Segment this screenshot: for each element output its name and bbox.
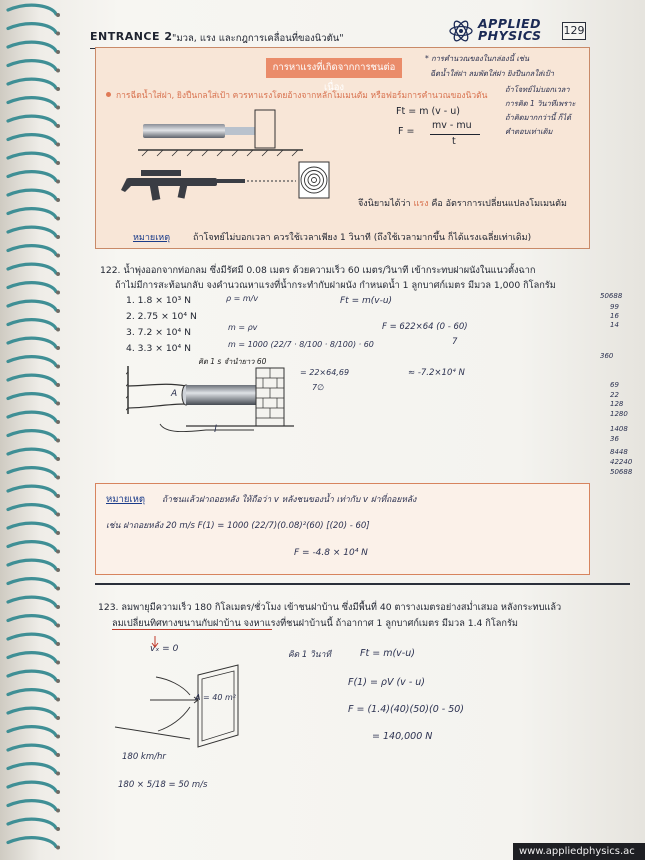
q122-hw-density: ρ = m/v [226,294,259,303]
binding-ring [8,764,56,773]
q123-hw-impulse: Ft = m(v-u) [360,648,415,659]
side-calc-line: 69 [610,381,619,389]
q122-choice-3[interactable]: 3. 7.2 × 10⁴ N [126,327,192,338]
binding-ring [8,468,56,477]
q122-hw-mass-sub: m = 1000 (22/7 · 8/100 · 8/100) · 60 [228,340,374,349]
binding-ring [8,135,56,144]
q123-hw-vx: vₓ = 0 [150,644,179,654]
side-calc-line: 42240 [610,458,633,466]
binding-hole [56,291,60,295]
remark-hw-line-1: ถ้าชนแล้วฝาถอยหลัง ให้ถือว่า v หลังชนของน้ำ เท่ากับ v ฝาที่ถอยหลัง [162,495,417,505]
binding-hole [56,790,60,794]
binding-ring [8,523,56,532]
down-arrow-icon [150,636,160,648]
binding-hole [56,624,60,628]
margin-note-5: ถ้าคิดมากกว่านี้ ก็ได้ [505,113,571,122]
binding-ring [8,634,56,643]
remark-box [95,483,590,575]
side-calc-line: 14 [610,321,619,329]
q122-choice-1[interactable]: 1. 1.8 × 10³ N [126,295,192,306]
q123-hw-speed: 180 km/hr [122,752,166,762]
logo-text: APPLIED PHYSICS [478,16,542,43]
binding-hole [56,605,60,609]
binding-hole [56,32,60,36]
water-hose-illustration [138,108,308,160]
binding-ring [8,301,56,310]
q122-hw-denominator: 7∅ [312,383,325,392]
binding-ring [8,375,56,384]
q122-choice-2[interactable]: 2. 2.75 × 10⁴ N [126,311,197,322]
binding-ring [8,98,56,107]
binding-hole [56,254,60,258]
binding-ring [8,24,56,33]
binding-ring [8,61,56,70]
side-calc-line: 1408 [610,425,628,433]
binding-ring [8,616,56,625]
binding-ring [8,486,56,495]
binding-hole [56,568,60,572]
binding-ring [8,542,56,551]
question-122-line-2: ถ้าไม่มีการสะท้อนกลับ จงคำนวณหาแรงที่น้ำกระทำกับฝาผนัง กำหนดน้ำ 1 ลูกบาศก์เมตร มีมวล 1,000 กิโลกรัม [115,280,556,291]
fraction-bar [430,134,480,135]
summary-note-label: หมายเหตุ [133,233,171,243]
binding-hole [56,679,60,683]
binding-hole [56,494,60,498]
side-calc-line: 360 [600,352,614,360]
binding-ring [8,782,56,791]
binding-ring [8,653,56,662]
side-calc-line: 36 [610,435,619,443]
binding-ring [8,5,56,14]
binding-ring [8,227,56,236]
q123-hw-force-2: F = (1.4)(40)(50)(0 - 50) [348,704,464,715]
binding-ring [8,209,56,218]
q122-hw-result: ≈ -7.2×10⁴ N [408,368,465,378]
binding-ring [8,819,56,828]
q123-hw-force-1: F(1) = ρV (v - u) [348,677,425,688]
q122-hw-label-a: A [171,389,178,399]
margin-note-4: การคิด 1 วินาทีเพราะ [505,99,576,108]
binding-ring [8,727,56,736]
q122-hw-label-l: l [214,424,217,435]
binding-hole [56,531,60,535]
binding-hole [56,180,60,184]
question-123-line-2: ลมเปลี่ยนทิศทางขนานกับฝาบ้าน จงหาแรงที่ชนฝาบ้านนี้ ถ้าอากาศ 1 ลูกบาศก์เมตร มีมวล 1.4 กิโลกรัม [112,618,518,629]
wind-wall-diagram [110,655,250,765]
conclusion-pre: จึงนิยามได้ว่า [358,199,411,209]
formula-force-lhs: F = [398,126,415,137]
summary-note-text: ถ้าโจทย์ไม่บอกเวลา ควรใช้เวลาเพียง 1 วินาที (ถึงใช้เวลามากขึ้น ก็ได้แรงเฉลี่ยเท่าเดิม) [193,233,532,243]
rifle-target-illustration [121,160,336,210]
binding-ring [8,671,56,680]
binding-hole [56,161,60,165]
binding-ring [8,264,56,273]
margin-note-1: * การคำนวณของในกล่องนี้ เช่น [425,54,530,63]
binding-hole [56,402,60,406]
summary-bullet: การฉีดน้ำใส่ฝา, ยิงปืนกลใส่เป้า ควรหาแรงโดยอ้างจากหลักโมเมนตัม หรือฟอร์มการคำนวณของนิวตัน [116,91,488,101]
q122-hw-impulse: Ft = m(v-u) [340,296,393,306]
binding-ring [8,116,56,125]
binding-hole [56,698,60,702]
remark-label: หมายเหตุ [106,494,146,505]
side-calc-line: 50688 [600,292,623,300]
binding-hole [56,809,60,813]
page-number: 129 [562,22,586,40]
binding-hole [56,753,60,757]
binding-hole [56,846,60,850]
conclusion-keyword: แรง [413,199,429,209]
q122-choice-4[interactable]: 4. 3.3 × 10⁴ N [126,343,192,354]
binding-hole [56,13,60,17]
side-calc-line: 22 [610,391,619,399]
binding-hole [56,87,60,91]
binding-hole [56,124,60,128]
binding-ring [8,597,56,606]
footer-url: www.appliedphysics.ac [513,843,645,860]
binding-hole [56,198,60,202]
binding-hole [56,328,60,332]
side-calc-line: 50688 [610,468,633,476]
binding-hole [56,346,60,350]
side-calc-line: 99 [610,303,619,311]
side-calc-line: 128 [610,400,624,408]
binding-hole [56,735,60,739]
q122-hw-mass: m = ρv [228,323,258,332]
q122-hw-diagram-note: คิด 1 s จำนำยาว 60 [198,357,267,366]
binding-ring [8,320,56,329]
binding-hole [56,661,60,665]
formula-force-numerator: mv - mu [432,120,472,131]
question-123-line-1: 123. ลมพายุมีความเร็ว 180 กิโลเมตร/ชั่วโมง เข้าชนฝาบ้าน ซึ่งมีพื้นที่ 40 ตารางเมตรอย่างสม่ำเสมอ หลังกระทบแล้ว [98,602,562,613]
binding-ring [8,42,56,51]
binding-hole [56,420,60,424]
binding-hole [56,69,60,73]
remark-hw-line-3: F = -4.8 × 10⁴ N [294,548,368,558]
binding-hole [56,439,60,443]
q122-hw-numerator: = 22×64,69 [300,368,350,377]
binding-hole [56,106,60,110]
binding-ring [8,801,56,810]
q123-hw-convert: 180 × 5/18 = 50 m/s [118,780,208,790]
binding-hole [56,476,60,480]
q123-hw-think: คิด 1 วินาที [288,650,331,660]
binding-hole [56,587,60,591]
binding-hole [56,457,60,461]
binding-ring [8,560,56,569]
summary-heading: การหาแรงที่เกิดจากการชนต่อเนื่อง [266,58,402,78]
binding-ring [8,153,56,162]
binding-hole [56,550,60,554]
binding-hole [56,365,60,369]
page-header [90,16,588,49]
q123-hw-force-3: = 140,000 N [372,731,433,742]
binding-ring [8,431,56,440]
summary-conclusion [358,196,567,210]
binding-ring [8,690,56,699]
binding-ring [8,412,56,421]
binding-ring [8,745,56,754]
binding-hole [56,513,60,517]
margin-note-3: ถ้าโจทย์ไม่บอกเวลา [505,85,570,94]
binding-ring [8,357,56,366]
binding-hole [56,235,60,239]
spiral-binding [0,0,70,860]
binding-hole [56,217,60,221]
binding-hole [56,383,60,387]
binding-ring [8,708,56,717]
binding-ring [8,190,56,199]
binding-ring [8,246,56,255]
q122-hw-force-den: 7 [452,337,458,347]
pipe-wall-diagram [126,364,296,440]
q123-hw-area: A = 40 m² [195,693,236,702]
binding-ring [8,838,56,847]
binding-ring [8,338,56,347]
binding-hole [56,716,60,720]
applied-physics-logo [470,18,572,48]
binding-hole [56,309,60,313]
binding-ring [8,579,56,588]
question-122-line-1: 122. น้ำพุ่งออกจากท่อกลม ซึ่งมีรัศมี 0.08 เมตร ด้วยความเร็ว 60 เมตร/วินาที เข้ากระทบฝาผนังในแนวตั้งฉาก [100,265,536,276]
binding-hole [56,143,60,147]
chapter-title: "มวล, แรง และกฎการเคลื่อนที่ของนิวตัน" [172,33,344,44]
side-calc-line: 16 [610,312,619,320]
bullet-dot [106,92,111,97]
binding-hole [56,827,60,831]
binding-ring [8,172,56,181]
margin-note-2: ฉีดน้ำใส่ฝา ลมพัดใส่ฝา ยิงปืนกลใส่เป้า [430,69,554,78]
remark-hw-line-2: เช่น ฝาถอยหลัง 20 m/s F(1) = 1000 (22/7)(0.08)²(60) [(20) - 60] [106,521,370,531]
atom-icon [448,18,474,44]
conclusion-post: คือ อัตราการเปลี่ยนแปลงโมเมนตัม [431,199,567,209]
binding-ring [8,505,56,514]
binding-hole [56,50,60,54]
q122-hw-force: F = 622×64 (0 - 60) [382,322,468,332]
binding-hole [56,272,60,276]
binding-ring [8,283,56,292]
formula-impulse: Ft = m (v - u) [396,106,460,117]
chapter-label: ENTRANCE 2 [90,30,173,43]
binding-ring [8,79,56,88]
q123-underline [112,629,272,630]
binding-ring [8,449,56,458]
formula-force-denominator: t [452,136,456,147]
side-calc-line: 8448 [610,448,628,456]
margin-note-6: คำตอบเท่าเดิม [505,127,553,136]
binding-hole [56,772,60,776]
binding-ring [8,394,56,403]
side-calc-line: 1280 [610,410,628,418]
section-divider [95,583,630,585]
binding-hole [56,642,60,646]
